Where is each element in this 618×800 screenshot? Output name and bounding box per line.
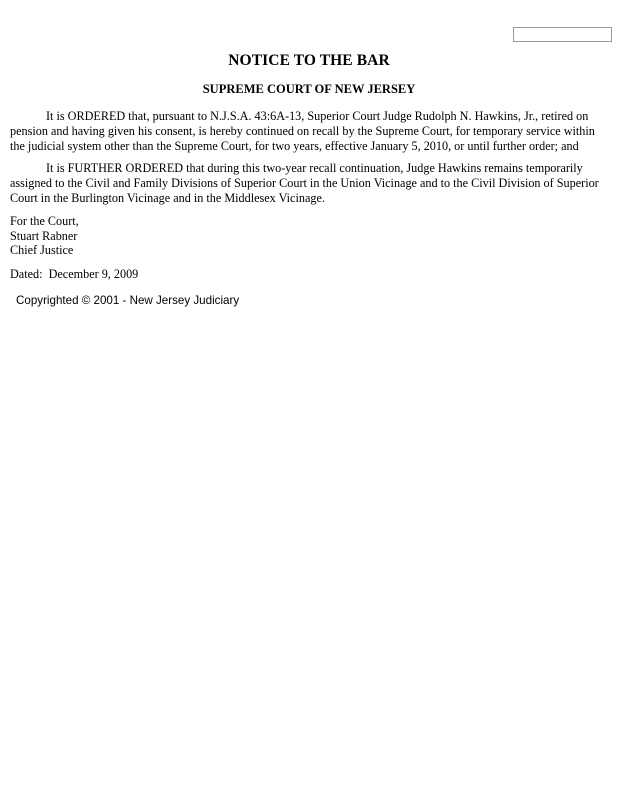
dated-value: December 9, 2009 (48, 267, 139, 281)
signature-line-for-the-court: For the Court, (10, 214, 79, 228)
dated-label: Dated: (10, 267, 43, 281)
notice-title: NOTICE TO THE BAR (228, 52, 390, 69)
copyright-footer: Copyrighted © 2001 - New Jersey Judiciary (16, 294, 240, 307)
dated-line (10, 267, 138, 282)
signature-block (10, 214, 79, 258)
order-paragraph-2: It is FURTHER ORDERED that during this two-year recall continuation, Judge Hawkins remains temporarily assigned to the Civil and Family Divisions of Superior Court in the Union Vicinage and to the Civil Division of Superior Court in the Burlington Vicinage and in the Middlesex Vicinage. (10, 161, 599, 205)
signature-role: Chief Justice (10, 243, 74, 257)
order-paragraph-1: It is ORDERED that, pursuant to N.J.S.A. 43:6A-13, Superior Court Judge Rudolph N. Hawkins, Jr., retired on pension and having given his consent, is hereby continued on recall by the Supreme Court, for temporary service within the judicial system other than the Supreme Court, for two years, effective January 5, 2010, or until further order; and (10, 109, 595, 153)
signature-name: Stuart Rabner (10, 228, 78, 243)
search-input[interactable] (513, 27, 612, 42)
court-name: SUPREME COURT OF NEW JERSEY (202, 82, 416, 96)
